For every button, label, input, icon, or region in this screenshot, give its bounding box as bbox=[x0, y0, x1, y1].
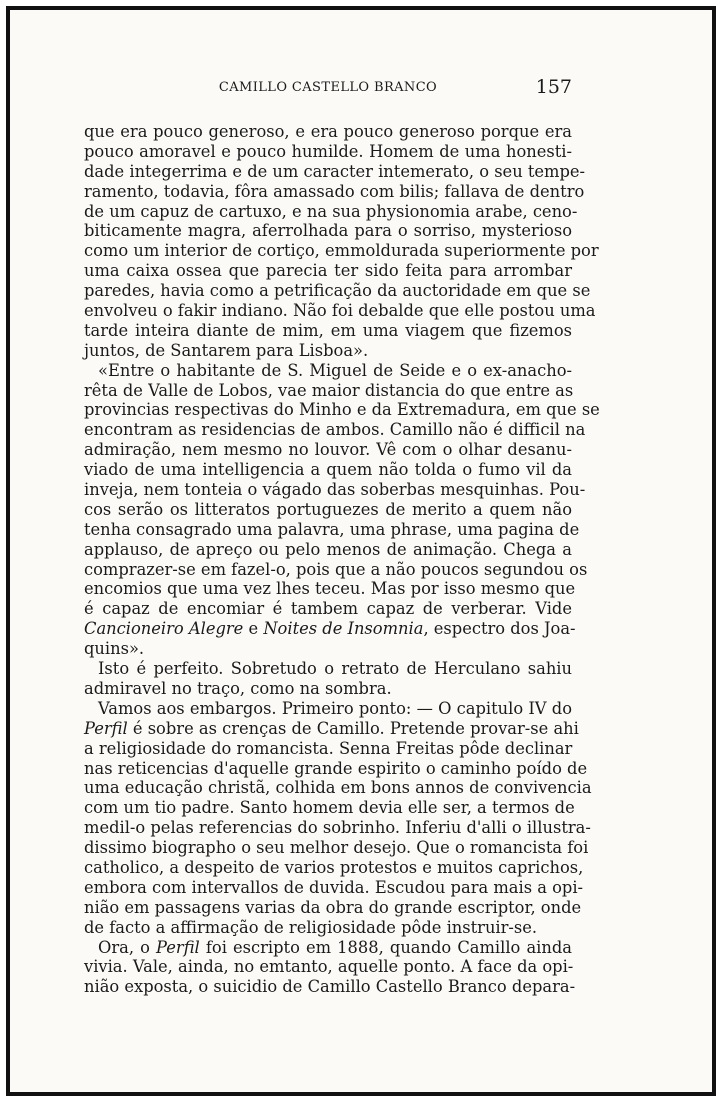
text-line: encontram as residencias de ambos. Camillo não é difficil na bbox=[84, 420, 586, 440]
text-line: tenha consagrado uma palavra, uma phrase, uma pagina de bbox=[84, 519, 580, 539]
text-line: inveja, nem tonteia o vágado das soberbas mesquinhas. Pou- bbox=[84, 480, 586, 500]
text-line: applauso, de apreço ou pelo menos de animação. Chega a bbox=[84, 539, 572, 559]
text-line: medil-o pelas referencias do sobrinho. Inferiu d'alli o illustra- bbox=[84, 818, 591, 838]
text-line: tarde inteira diante de mim, em uma viagem que fizemos bbox=[84, 320, 572, 340]
text-line: de um capuz de cartuxo, e na sua physionomia arabe, ceno- bbox=[84, 201, 578, 221]
text-line: admiração, nem mesmo no louvor. Vê com o olhar desanu- bbox=[84, 440, 572, 460]
text-line: uma educação christã, colhida em bons annos de convivencia bbox=[84, 778, 592, 798]
text-line: nião em passagens varias da obra do grande escriptor, onde bbox=[84, 897, 582, 917]
text-line: «Entre o habitante de S. Miguel de Seide e o ex-anacho- bbox=[98, 360, 572, 380]
text-line: Isto é perfeito. Sobretudo o retrato de Herculano sahiu bbox=[98, 659, 572, 679]
text-line: com um tio padre. Santo homem devia elle ser, a termos de bbox=[84, 798, 575, 818]
text-line: quins». bbox=[84, 639, 145, 659]
text-line: que era pouco generoso, e era pouco generoso porque era bbox=[84, 122, 572, 141]
text-line: é capaz de encomiar é tambem capaz de verberar. Vide bbox=[84, 599, 572, 619]
text-line: encomios que uma vez lhes teceu. Mas por isso mesmo que bbox=[84, 579, 576, 599]
text-line: comprazer-se em fazel-o, pois que a não poucos segundou os bbox=[84, 559, 588, 579]
text-line: embora com intervallos de duvida. Escudou para mais a opi- bbox=[84, 877, 584, 897]
text-line: envolveu o fakir indiano. Não foi debalde que elle postou uma bbox=[84, 301, 596, 321]
text-line: Vamos aos embargos. Primeiro ponto: — O capitulo IV do bbox=[98, 698, 572, 718]
text-line: provincias respectivas do Minho e da Extremadura, em que se bbox=[84, 400, 600, 420]
text-line: admiravel no traço, como na sombra. bbox=[84, 678, 392, 698]
text-line: juntos, de Santarem para Lisboa». bbox=[84, 340, 369, 360]
page-number: 157 bbox=[535, 76, 572, 98]
text-line: nião exposta, o suicidio de Camillo Castello Branco depara- bbox=[84, 977, 576, 997]
text-line: nas reticencias d'aquelle grande espirito o caminho poído de bbox=[84, 758, 588, 778]
text-line: Ora, o Perfil foi escripto em 1888, quando Camillo ainda bbox=[98, 937, 572, 957]
text-line: rêta de Valle de Lobos, vae maior distancia do que entre as bbox=[84, 380, 574, 400]
text-line: como um interior de cortiço, emmoldurada superiormente por bbox=[84, 241, 599, 261]
text-line: pouco amoravel e pouco humilde. Homem de uma honesti- bbox=[84, 141, 572, 161]
text-line: dissimo biographo o seu melhor desejo. Que o romancista foi bbox=[84, 838, 589, 858]
text-line: catholico, a despeito de varios protestos e muitos caprichos, bbox=[84, 857, 584, 877]
text-line: biticamente magra, aferrolhada para o sorriso, mysterioso bbox=[84, 221, 572, 241]
text-line: cos serão os litteratos portuguezes de merito a quem não bbox=[84, 499, 572, 519]
text-line: Cancioneiro Alegre e Noites de Insomnia, espectro dos Joa- bbox=[84, 619, 576, 639]
text-line: viado de uma intelligencia a quem não tolda o fumo vil da bbox=[84, 460, 572, 480]
text-line: ramento, todavia, fôra amassado com bilis; fallava de dentro bbox=[84, 181, 585, 201]
text-line: paredes, havia como a petrificação da auctoridade em que se bbox=[84, 281, 591, 301]
text-line: dade integerrima e de um caracter intemerato, o seu tempe- bbox=[84, 161, 586, 181]
text-line: vivia. Vale, ainda, no emtanto, aquelle ponto. A face da opi- bbox=[84, 957, 574, 977]
text-line: uma caixa ossea que parecia ter sido feita para arrombar bbox=[84, 261, 572, 281]
running-header: CAMILLO CASTELLO BRANCO bbox=[218, 80, 438, 95]
text-line: Perfil é sobre as crenças de Camillo. Pretende provar-se ahi bbox=[84, 718, 579, 738]
body-text bbox=[84, 122, 600, 997]
text-line: de facto a affirmação de religiosidade pôde instruir-se. bbox=[84, 917, 538, 937]
text-line: a religiosidade do romancista. Senna Freitas pôde declinar bbox=[84, 738, 573, 758]
